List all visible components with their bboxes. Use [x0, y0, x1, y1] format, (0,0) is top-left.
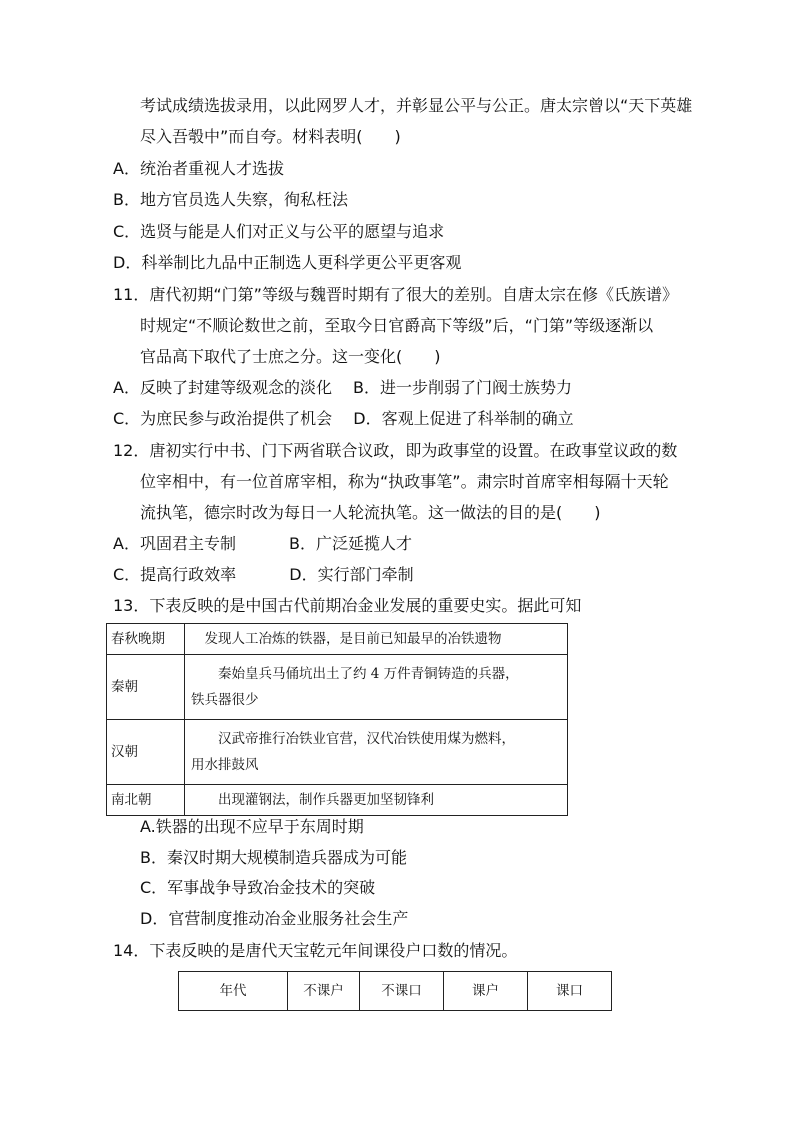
- q13-table: [106, 623, 568, 816]
- table-cell-fact: [185, 655, 568, 720]
- table-header-year: 年代: [179, 972, 288, 1011]
- q13-stem: 13．下表反映的是中国古代前期冶金业发展的重要史实。据此可知: [113, 596, 582, 615]
- q11-stem-line-2: 时规定“不顺论数世之前，至取今日官爵高下等级”后，“门第”等级逐渐以: [140, 316, 654, 335]
- table-row: [107, 655, 568, 720]
- table-cell-era: 春秋晚期: [107, 624, 185, 655]
- table-header-row: [179, 972, 612, 1011]
- q14-table: [178, 971, 612, 1011]
- fact-line: 汉武帝推行冶铁业官营，汉代冶铁使用煤为燃料，: [191, 731, 515, 747]
- table-header-taxed-persons: 课口: [528, 972, 612, 1011]
- q10-stem-line-1: 考试成绩选拔录用，以此网罗人才，并彰显公平与公正。唐太宗曾以“天下英雄: [140, 96, 693, 115]
- q11-options-cd: C．为庶民参与政治提供了机会 D．客观上促进了科举制的确立: [113, 409, 574, 428]
- table-row: [107, 720, 568, 785]
- q12-stem-line-2: 位宰相中，有一位首席宰相，称为“执政事笔”。肃宗时首席宰相每隔十天轮: [140, 472, 669, 491]
- table-cell-era: 汉朝: [107, 720, 185, 785]
- q10-option-b: B．地方官员选人失察，徇私枉法: [113, 190, 348, 209]
- q10-option-d: D．科举制比九品中正制选人更科学更公平更客观: [113, 253, 462, 272]
- table-header-taxed-households: 课户: [444, 972, 528, 1011]
- fact-line: 秦始皇兵马俑坑出土了约 4 万件青铜铸造的兵器，: [191, 666, 519, 682]
- q10-stem-line-2: 尽入吾彀中”而自夸。材料表明( ): [140, 127, 401, 146]
- q10-option-c: C．选贤与能是人们对正义与公平的愿望与追求: [113, 222, 445, 241]
- fact-line: 出现灌钢法，制作兵器更加坚韧锋利: [191, 792, 434, 808]
- fact-line: 用水排鼓风: [191, 757, 259, 773]
- table-cell-fact: [185, 624, 568, 655]
- table-row: [107, 785, 568, 816]
- table-cell-era: 秦朝: [107, 655, 185, 720]
- q12-stem-line-3: 流执笔，德宗时改为每日一人轮流执笔。这一做法的目的是( ): [140, 503, 601, 522]
- q12-options-cd: C．提高行政效率 D．实行部门牵制: [113, 565, 414, 584]
- table-header-non-taxed-persons: 不课口: [360, 972, 444, 1011]
- table-cell-fact: [185, 785, 568, 816]
- q11-stem-line-1: 11．唐代初期“门第”等级与魏晋时期有了很大的差别。自唐太宗在修《氏族谱》: [113, 285, 678, 304]
- table-header-non-taxed-households: 不课户: [288, 972, 360, 1011]
- table-row: [107, 624, 568, 655]
- q11-options-ab: A．反映了封建等级观念的淡化 B．进一步削弱了门阀士族势力: [113, 378, 573, 397]
- q13-option-a: A.铁器的出现不应早于东周时期: [140, 817, 364, 836]
- q12-stem-line-1: 12．唐初实行中书、门下两省联合议政，即为政事堂的设置。在政事堂议政的数: [113, 441, 678, 460]
- q12-options-ab: A．巩固君主专制 B．广泛延揽人才: [113, 534, 413, 553]
- q13-option-b: B．秦汉时期大规模制造兵器成为可能: [140, 848, 407, 867]
- fact-line: 发现人工冶炼的铁器，是目前已知最早的冶铁遗物: [191, 631, 502, 647]
- q13-option-d: D．官营制度推动冶金业服务社会生产: [140, 909, 409, 928]
- table-cell-fact: [185, 720, 568, 785]
- q14-stem: 14．下表反映的是唐代天宝乾元年间课役户口数的情况。: [113, 941, 518, 960]
- q10-option-a: A．统治者重视人才选拔: [113, 159, 284, 178]
- q11-stem-line-3: 官品高下取代了士庶之分。这一变化( ): [140, 347, 441, 366]
- fact-line: 铁兵器很少: [191, 692, 259, 708]
- table-cell-era: 南北朝: [107, 785, 185, 816]
- q13-option-c: C．军事战争导致冶金技术的突破: [140, 878, 376, 897]
